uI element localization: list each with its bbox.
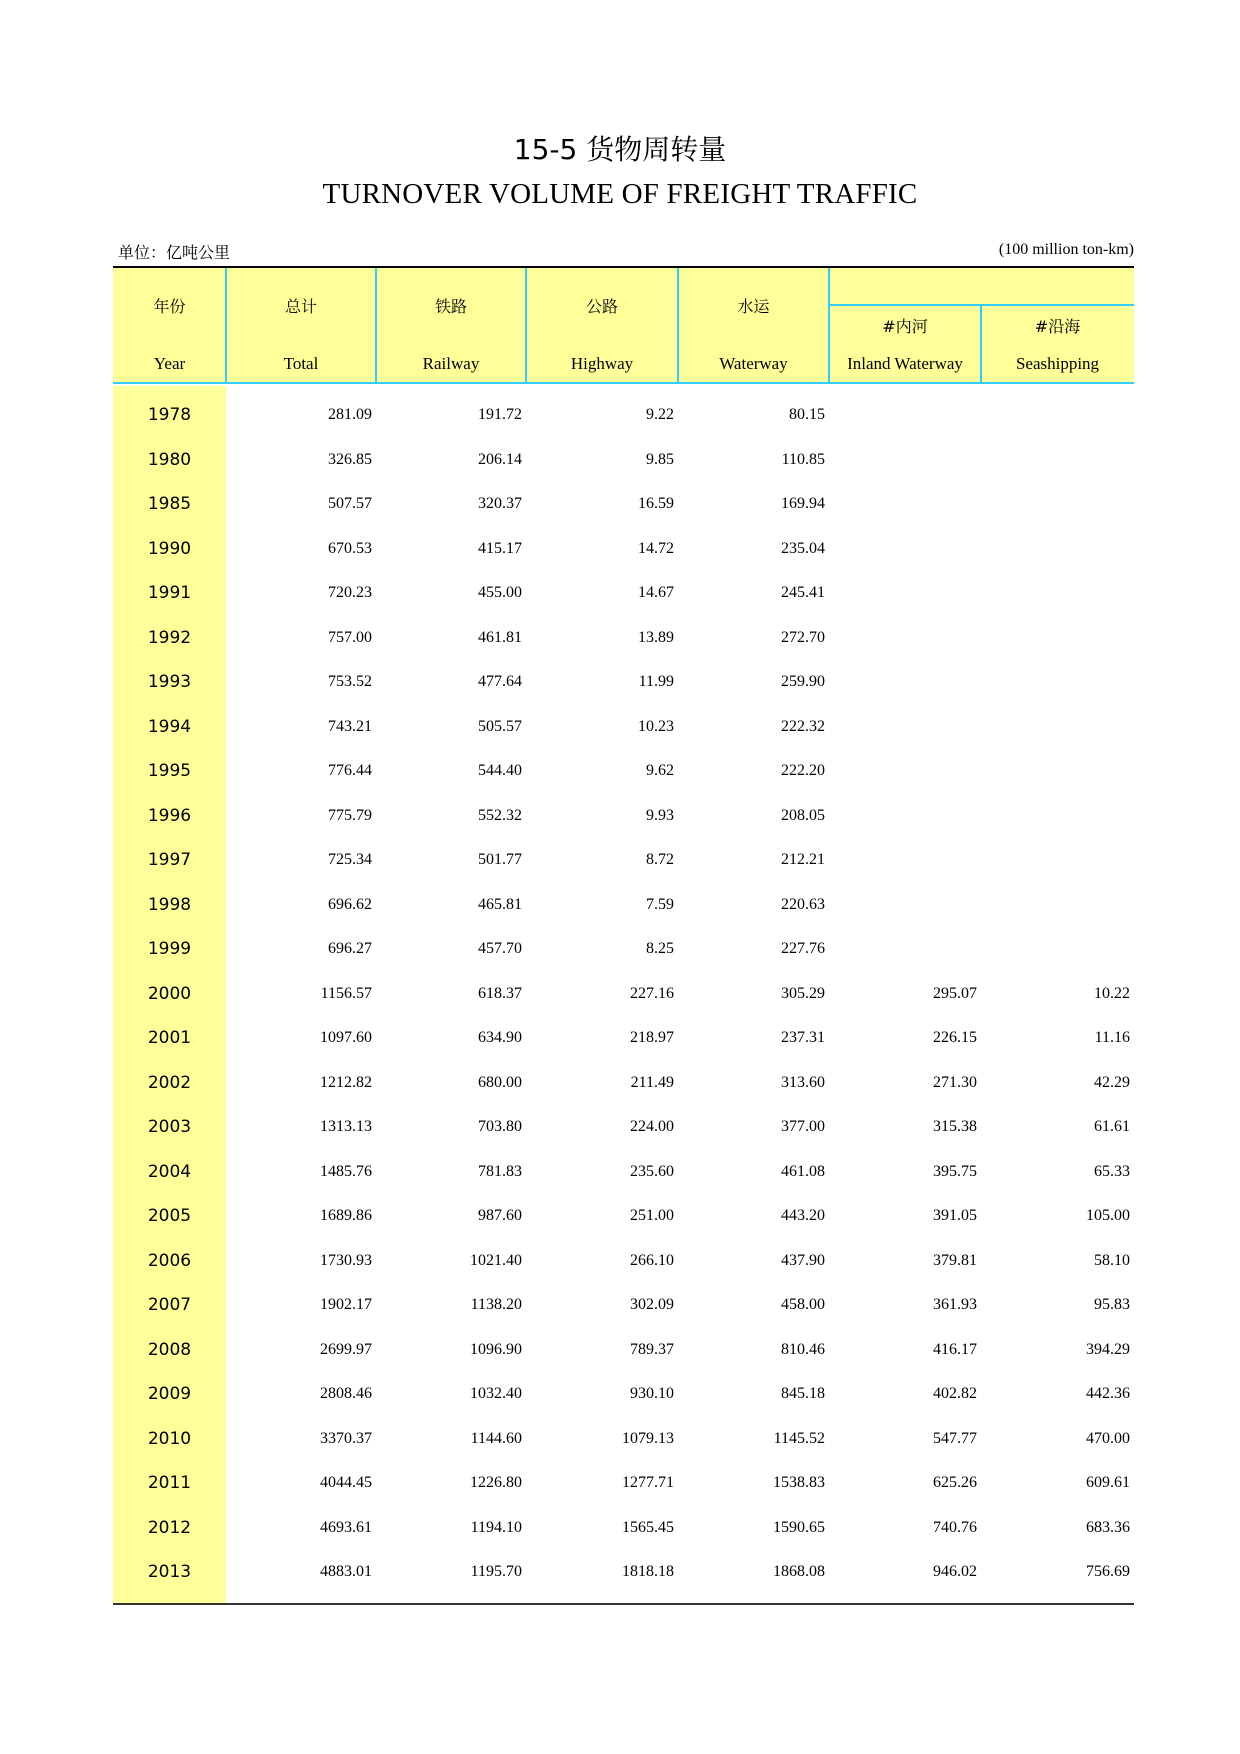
total-cell: 743.21 bbox=[328, 717, 372, 735]
railway-cell: 415.17 bbox=[478, 539, 522, 557]
railway-cell: 703.80 bbox=[478, 1118, 522, 1135]
header-inland-waterway bbox=[829, 268, 981, 384]
total-cell: 670.53 bbox=[328, 539, 372, 557]
waterway-cell: 377.00 bbox=[781, 1118, 825, 1135]
table-row bbox=[113, 1151, 1134, 1196]
total-cell: 1730.93 bbox=[320, 1251, 372, 1269]
waterway-cell: 208.05 bbox=[781, 806, 825, 824]
waterway-cell: 80.15 bbox=[789, 406, 825, 423]
railway-cell: 634.90 bbox=[478, 1029, 522, 1046]
year-cell: 1978 bbox=[147, 405, 192, 425]
seashipping-cell: 105.00 bbox=[1086, 1207, 1130, 1224]
table-row bbox=[113, 483, 1134, 528]
highway-cell: 789.37 bbox=[630, 1340, 674, 1358]
table-row bbox=[113, 572, 1134, 617]
seashipping-cell: 95.83 bbox=[1094, 1296, 1130, 1313]
header-highway-en: Highway bbox=[570, 354, 634, 373]
waterway-cell: 845.18 bbox=[781, 1385, 825, 1402]
inland-waterway-cell: 226.15 bbox=[933, 1029, 977, 1046]
table-row bbox=[113, 1195, 1134, 1240]
highway-cell: 14.67 bbox=[638, 584, 674, 601]
railway-cell: 1195.70 bbox=[470, 1563, 522, 1580]
waterway-cell: 212.21 bbox=[781, 851, 825, 868]
header-waterway bbox=[678, 268, 829, 384]
waterway-cell: 437.90 bbox=[781, 1251, 825, 1269]
table-row bbox=[113, 661, 1134, 706]
inland-waterway-cell: 547.77 bbox=[933, 1429, 977, 1447]
railway-cell: 461.81 bbox=[478, 628, 522, 646]
waterway-cell: 110.85 bbox=[781, 450, 825, 468]
waterway-cell: 272.70 bbox=[781, 628, 825, 646]
total-cell: 725.34 bbox=[328, 851, 372, 868]
year-cell: 2006 bbox=[147, 1250, 192, 1271]
total-cell: 4883.01 bbox=[320, 1563, 372, 1580]
header-highway bbox=[526, 268, 678, 384]
total-cell: 507.57 bbox=[328, 495, 372, 512]
table-row bbox=[113, 1329, 1134, 1374]
page-title-english: TURNOVER VOLUME OF FREIGHT TRAFFIC bbox=[322, 178, 918, 210]
railway-cell: 987.60 bbox=[478, 1207, 522, 1224]
total-cell: 326.85 bbox=[328, 450, 372, 468]
waterway-cell: 227.76 bbox=[781, 940, 825, 957]
railway-cell: 1144.60 bbox=[470, 1429, 522, 1447]
waterway-cell: 222.32 bbox=[781, 717, 825, 735]
header-year bbox=[113, 268, 226, 384]
highway-cell: 218.97 bbox=[630, 1029, 674, 1046]
railway-cell: 501.77 bbox=[478, 851, 522, 868]
table-row bbox=[113, 1462, 1134, 1507]
waterway-cell: 237.31 bbox=[781, 1029, 825, 1046]
year-cell: 1980 bbox=[147, 449, 192, 470]
table-row bbox=[113, 1373, 1134, 1418]
total-cell: 776.44 bbox=[328, 762, 372, 779]
seashipping-cell: 61.61 bbox=[1094, 1118, 1130, 1135]
total-cell: 4044.45 bbox=[320, 1474, 372, 1491]
table-row bbox=[113, 1106, 1134, 1151]
waterway-cell: 461.08 bbox=[781, 1162, 825, 1180]
seashipping-cell: 58.10 bbox=[1094, 1251, 1130, 1269]
highway-cell: 7.59 bbox=[646, 895, 674, 913]
total-cell: 1485.76 bbox=[320, 1162, 372, 1180]
waterway-cell: 313.60 bbox=[781, 1073, 825, 1091]
header-inland-waterway-cn: #内河 bbox=[882, 317, 928, 336]
railway-cell: 477.64 bbox=[478, 673, 522, 690]
railway-cell: 1021.40 bbox=[470, 1251, 522, 1269]
waterway-cell: 1590.65 bbox=[773, 1518, 825, 1536]
inland-waterway-cell: 395.75 bbox=[933, 1162, 977, 1180]
seashipping-cell: 756.69 bbox=[1086, 1563, 1130, 1580]
railway-cell: 544.40 bbox=[478, 762, 522, 779]
highway-cell: 9.62 bbox=[646, 762, 674, 779]
year-cell: 2005 bbox=[147, 1206, 192, 1226]
year-cell: 2002 bbox=[147, 1072, 192, 1093]
year-cell: 2008 bbox=[147, 1339, 192, 1360]
total-cell: 757.00 bbox=[328, 628, 372, 646]
railway-cell: 455.00 bbox=[478, 584, 522, 601]
highway-cell: 11.99 bbox=[638, 673, 674, 690]
table-row bbox=[113, 884, 1134, 929]
table-row bbox=[113, 528, 1134, 573]
seashipping-cell: 609.61 bbox=[1086, 1474, 1130, 1491]
railway-cell: 1096.90 bbox=[470, 1340, 522, 1358]
highway-cell: 251.00 bbox=[630, 1207, 674, 1224]
inland-waterway-cell: 295.07 bbox=[933, 984, 977, 1002]
highway-cell: 1565.45 bbox=[622, 1518, 674, 1536]
header-railway bbox=[376, 268, 526, 384]
waterway-cell: 1538.83 bbox=[773, 1474, 825, 1491]
waterway-cell: 443.20 bbox=[781, 1207, 825, 1224]
total-cell: 696.27 bbox=[328, 940, 372, 957]
year-cell: 1999 bbox=[147, 939, 192, 959]
year-cell: 1995 bbox=[147, 761, 192, 781]
total-cell: 1689.86 bbox=[320, 1207, 372, 1224]
table-row bbox=[113, 973, 1134, 1018]
inland-waterway-cell: 315.38 bbox=[933, 1118, 977, 1135]
waterway-cell: 1868.08 bbox=[773, 1563, 825, 1580]
table-bottom-rule bbox=[113, 1603, 1134, 1605]
inland-waterway-cell: 625.26 bbox=[933, 1474, 977, 1491]
year-cell: 2007 bbox=[147, 1295, 192, 1315]
table-row bbox=[113, 706, 1134, 751]
inland-waterway-cell: 271.30 bbox=[933, 1073, 977, 1091]
seashipping-cell: 394.29 bbox=[1086, 1340, 1130, 1358]
table-row bbox=[113, 1551, 1134, 1596]
railway-cell: 191.72 bbox=[478, 406, 522, 423]
table-row bbox=[113, 1240, 1134, 1285]
railway-cell: 618.37 bbox=[478, 984, 522, 1002]
seashipping-cell: 470.00 bbox=[1086, 1429, 1130, 1447]
inland-waterway-cell: 946.02 bbox=[933, 1563, 977, 1580]
year-cell: 2003 bbox=[147, 1117, 192, 1137]
railway-cell: 505.57 bbox=[478, 717, 522, 735]
header-seashipping-cn: #沿海 bbox=[1034, 317, 1081, 336]
year-cell: 2009 bbox=[147, 1384, 192, 1404]
highway-cell: 930.10 bbox=[630, 1385, 674, 1402]
highway-cell: 211.49 bbox=[630, 1073, 674, 1091]
year-cell: 2004 bbox=[147, 1161, 192, 1182]
header-seashipping bbox=[981, 268, 1134, 384]
railway-cell: 781.83 bbox=[478, 1162, 522, 1180]
highway-cell: 302.09 bbox=[630, 1296, 674, 1313]
table-body bbox=[113, 394, 1134, 1596]
table-row bbox=[113, 1062, 1134, 1107]
header-waterway-en: Waterway bbox=[719, 354, 788, 373]
railway-cell: 1032.40 bbox=[470, 1385, 522, 1402]
total-cell: 753.52 bbox=[328, 673, 372, 690]
table-row bbox=[113, 394, 1134, 439]
railway-cell: 465.81 bbox=[478, 895, 522, 913]
year-cell: 2001 bbox=[147, 1028, 192, 1048]
highway-cell: 8.25 bbox=[646, 940, 674, 957]
year-cell: 1992 bbox=[147, 627, 192, 648]
header-total-cn: 总计 bbox=[284, 297, 317, 316]
highway-cell: 8.72 bbox=[646, 851, 674, 868]
year-cell: 1998 bbox=[147, 894, 192, 915]
table-row bbox=[113, 839, 1134, 884]
total-cell: 281.09 bbox=[328, 406, 372, 423]
year-cell: 1990 bbox=[147, 538, 192, 559]
year-cell: 2013 bbox=[147, 1562, 192, 1582]
header-seashipping-en: Seashipping bbox=[1015, 354, 1100, 373]
inland-waterway-cell: 402.82 bbox=[933, 1385, 977, 1402]
waterway-cell: 305.29 bbox=[781, 984, 825, 1002]
table-row bbox=[113, 1418, 1134, 1463]
header-railway-cn: 铁路 bbox=[434, 297, 467, 316]
highway-cell: 16.59 bbox=[638, 495, 674, 512]
table-row bbox=[113, 750, 1134, 795]
waterway-cell: 169.94 bbox=[781, 495, 825, 512]
header-year-en: Year bbox=[153, 354, 186, 373]
highway-cell: 1079.13 bbox=[622, 1429, 674, 1447]
header-divider bbox=[980, 305, 982, 384]
year-cell: 2011 bbox=[147, 1473, 192, 1493]
seashipping-cell: 42.29 bbox=[1094, 1073, 1130, 1091]
inland-waterway-cell: 416.17 bbox=[933, 1340, 977, 1358]
highway-cell: 13.89 bbox=[638, 628, 674, 646]
header-railway-en: Railway bbox=[422, 354, 480, 373]
seashipping-cell: 10.22 bbox=[1094, 984, 1130, 1002]
highway-cell: 235.60 bbox=[630, 1162, 674, 1180]
total-cell: 1313.13 bbox=[320, 1118, 372, 1135]
railway-cell: 1194.10 bbox=[470, 1518, 522, 1536]
unit-label-english: (100 million ton-km) bbox=[998, 241, 1134, 258]
table-header bbox=[113, 268, 1134, 384]
waterway-cell: 1145.52 bbox=[773, 1429, 825, 1447]
page-title-chinese: 15-5 货物周转量 bbox=[513, 133, 727, 166]
seashipping-cell: 442.36 bbox=[1086, 1385, 1130, 1402]
railway-cell: 1138.20 bbox=[470, 1296, 522, 1313]
highway-cell: 1277.71 bbox=[622, 1474, 674, 1491]
inland-waterway-cell: 740.76 bbox=[933, 1518, 977, 1536]
seashipping-cell: 11.16 bbox=[1094, 1029, 1130, 1046]
header-divider bbox=[525, 268, 527, 384]
header-divider bbox=[677, 268, 679, 384]
highway-cell: 1818.18 bbox=[622, 1563, 674, 1580]
waterway-cell: 235.04 bbox=[781, 539, 825, 557]
waterway-cell: 222.20 bbox=[781, 762, 825, 779]
header-divider bbox=[375, 268, 377, 384]
header-waterway-cn: 水运 bbox=[737, 297, 770, 316]
total-cell: 1097.60 bbox=[320, 1029, 372, 1046]
header-highway-cn: 公路 bbox=[585, 297, 618, 316]
railway-cell: 320.37 bbox=[478, 495, 522, 512]
total-cell: 775.79 bbox=[328, 806, 372, 824]
year-cell: 2000 bbox=[147, 983, 192, 1004]
inland-waterway-cell: 391.05 bbox=[933, 1207, 977, 1224]
table-row bbox=[113, 1284, 1134, 1329]
highway-cell: 14.72 bbox=[638, 539, 674, 557]
inland-waterway-cell: 379.81 bbox=[933, 1251, 977, 1269]
header-divider bbox=[225, 268, 227, 384]
year-cell: 1985 bbox=[147, 494, 192, 514]
table-row bbox=[113, 1507, 1134, 1552]
highway-cell: 224.00 bbox=[630, 1118, 674, 1135]
table-row bbox=[113, 617, 1134, 662]
total-cell: 3370.37 bbox=[320, 1429, 372, 1447]
total-cell: 4693.61 bbox=[320, 1518, 372, 1536]
highway-cell: 9.93 bbox=[646, 806, 674, 824]
waterway-cell: 458.00 bbox=[781, 1296, 825, 1313]
inland-waterway-cell: 361.93 bbox=[933, 1296, 977, 1313]
waterway-cell: 245.41 bbox=[781, 584, 825, 601]
year-cell: 2010 bbox=[147, 1428, 192, 1449]
railway-cell: 206.14 bbox=[478, 450, 522, 468]
year-cell: 1997 bbox=[147, 850, 192, 870]
year-cell: 2012 bbox=[147, 1517, 192, 1538]
waterway-cell: 810.46 bbox=[781, 1340, 825, 1358]
highway-cell: 266.10 bbox=[630, 1251, 674, 1269]
year-cell: 1994 bbox=[147, 716, 192, 737]
table-row bbox=[113, 439, 1134, 484]
total-cell: 1156.57 bbox=[320, 984, 372, 1002]
unit-label-chinese: 单位：亿吨公里 bbox=[118, 243, 231, 262]
total-cell: 2699.97 bbox=[320, 1340, 372, 1358]
header-divider bbox=[828, 268, 830, 384]
total-cell: 696.62 bbox=[328, 895, 372, 913]
railway-cell: 1226.80 bbox=[470, 1474, 522, 1491]
seashipping-cell: 683.36 bbox=[1086, 1518, 1130, 1536]
header-total-en: Total bbox=[283, 354, 319, 373]
highway-cell: 9.85 bbox=[646, 450, 674, 468]
header-total bbox=[226, 268, 376, 384]
highway-cell: 227.16 bbox=[630, 984, 674, 1002]
table-row bbox=[113, 1017, 1134, 1062]
seashipping-cell: 65.33 bbox=[1094, 1162, 1130, 1180]
waterway-cell: 220.63 bbox=[781, 895, 825, 913]
waterway-cell: 259.90 bbox=[781, 673, 825, 690]
total-cell: 1212.82 bbox=[320, 1073, 372, 1091]
railway-cell: 457.70 bbox=[478, 940, 522, 957]
total-cell: 2808.46 bbox=[320, 1385, 372, 1402]
highway-cell: 9.22 bbox=[646, 406, 674, 423]
total-cell: 1902.17 bbox=[320, 1296, 372, 1313]
year-cell: 1993 bbox=[147, 672, 192, 692]
table-row bbox=[113, 795, 1134, 840]
railway-cell: 552.32 bbox=[478, 806, 522, 824]
year-cell: 1991 bbox=[147, 583, 192, 603]
railway-cell: 680.00 bbox=[478, 1073, 522, 1091]
table-row bbox=[113, 928, 1134, 973]
header-year-cn: 年份 bbox=[153, 297, 186, 316]
header-sub-rule bbox=[829, 304, 1134, 306]
header-bottom-rule bbox=[113, 382, 1134, 384]
highway-cell: 10.23 bbox=[638, 717, 674, 735]
year-cell: 1996 bbox=[147, 805, 192, 826]
total-cell: 720.23 bbox=[328, 584, 372, 601]
header-inland-waterway-en: Inland Waterway bbox=[847, 354, 963, 373]
